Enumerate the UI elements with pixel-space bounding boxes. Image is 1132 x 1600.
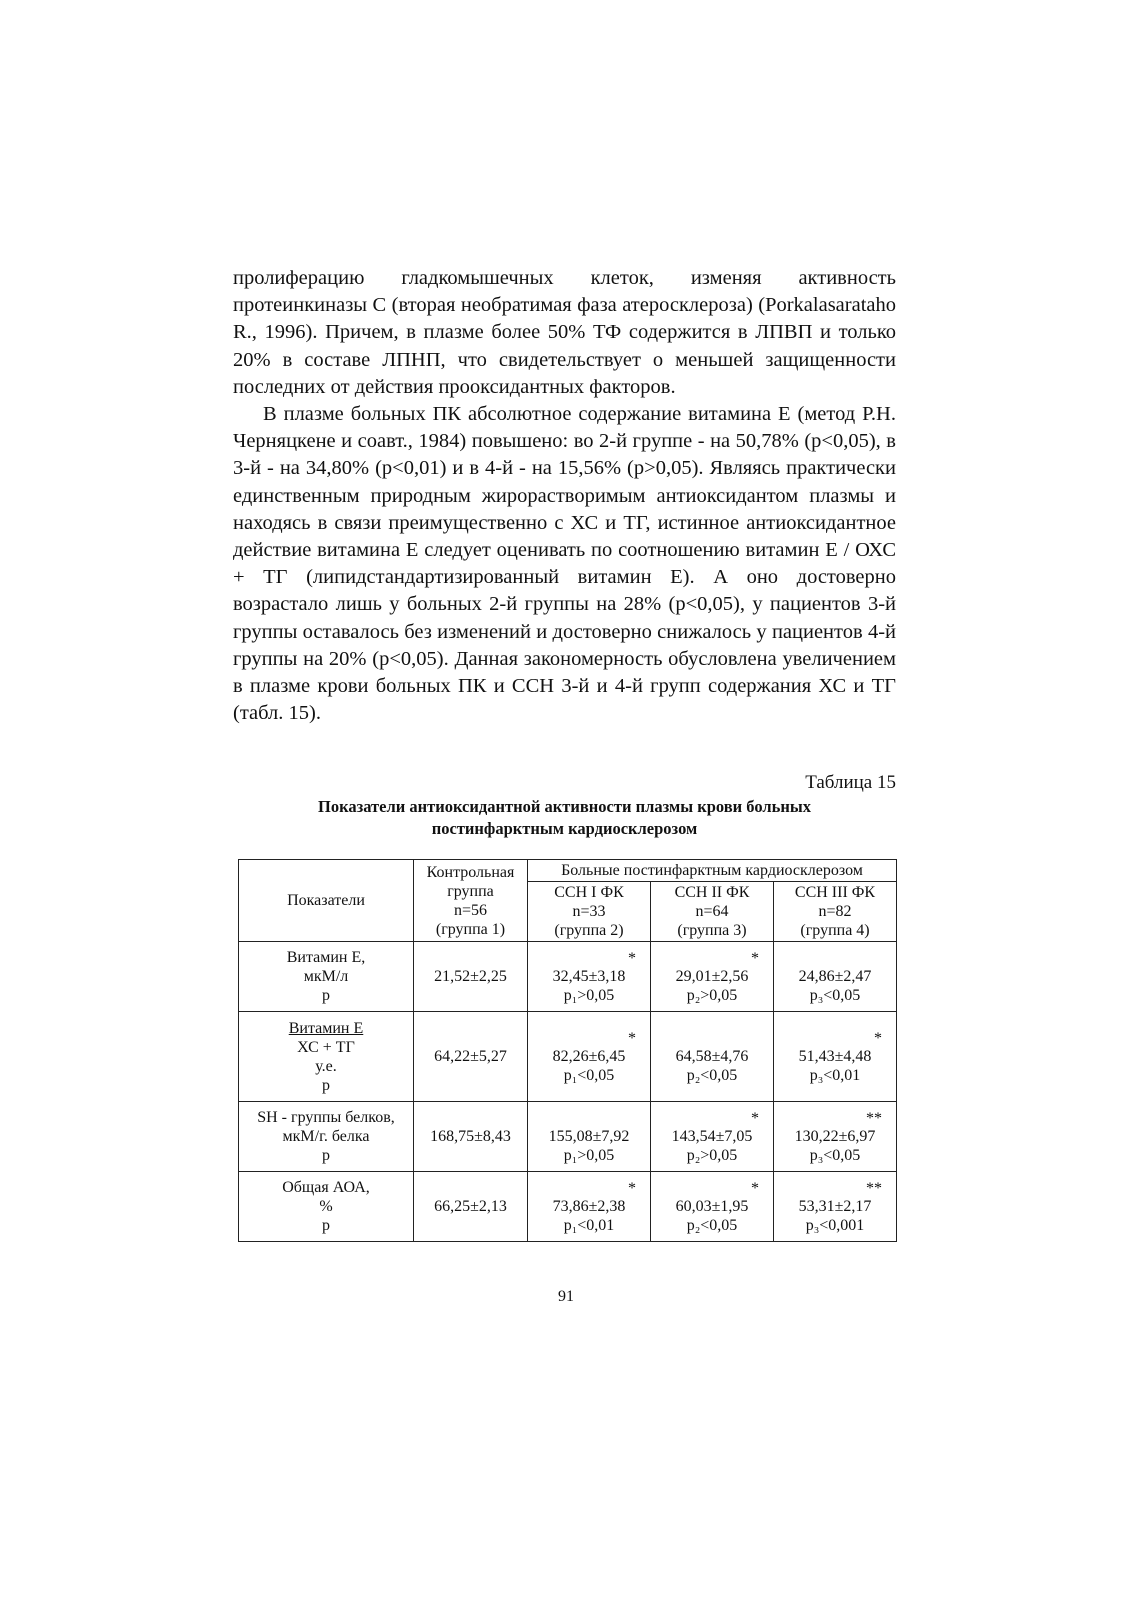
row-control-value: 66,25±2,13 — [414, 1172, 528, 1242]
row-control-value: 168,75±8,43 — [414, 1102, 528, 1172]
header-control-group: Контрольная группа n=56 (группа 1) — [414, 860, 528, 942]
table-row — [239, 1172, 897, 1242]
row-cell: * 51,43±4,48 p₃<0,01 — [774, 1012, 897, 1102]
row-cell: * 82,26±6,45 p₁<0,05 — [528, 1012, 651, 1102]
table-row — [239, 942, 897, 1012]
table-title — [233, 796, 896, 840]
table-header-row-1 — [239, 860, 897, 882]
page-number: 91 — [558, 1288, 574, 1305]
row-indicator: Витамин Е, мкМ/л р — [239, 942, 414, 1012]
row-cell: ** 53,31±2,17 p₃<0,001 — [774, 1172, 897, 1242]
row-cell: ** 130,22±6,97 p₃<0,05 — [774, 1102, 897, 1172]
row-indicator: Витамин Е ХС + ТГ у.е. р — [239, 1012, 414, 1102]
table-row — [239, 1012, 897, 1102]
row-control-value: 64,22±5,27 — [414, 1012, 528, 1102]
data-table — [238, 859, 897, 1242]
row-cell: * 29,01±2,56 p₂>0,05 — [651, 942, 774, 1012]
header-group-3: ССН II ФК n=64 (группа 3) — [651, 882, 774, 942]
row-cell: * 32,45±3,18 p₁>0,05 — [528, 942, 651, 1012]
table-title-line-1: Показатели антиоксидантной активности плазмы крови больных — [317, 797, 811, 816]
paragraph-2: В плазме больных ПК абсолютное содержание витамина Е (метод Р.Н. Черняцкене и соавт., 1984) повышено: во 2-й группе - на 50,78% (р<0,05), в 3-й - на 34,80% (р<0,01) и в 4-й - на 15,56% (р>0,05). Являясь практически единственным природным жирорастворимым антиоксидантом плазмы и находясь в связи преимущественно с ХС и ТГ, истинное антиоксидантное действие витамина Е следует оценивать по соотношению витамин Е / ОХС + ТГ (липидстандартизированный витамин Е). А оно достоверно возрастало лишь у больных 2-й группы на 28% (р<0,05), у пациентов 3-й группы оставалось без изменений и достоверно снижалось у пациентов 4-й группы на 20% (р<0,05). Данная закономерность обусловлена увеличением в плазме крови больных ПК и ССН 3-й и 4-й групп содержания ХС и ТГ (табл. 15). — [233, 403, 896, 725]
row-indicator: SH - группы белков, мкМ/г. белка р — [239, 1102, 414, 1172]
header-indicators: Показатели — [239, 860, 414, 942]
row-indicator: Общая АОА, % р — [239, 1172, 414, 1242]
table-label: Таблица 15 — [805, 772, 896, 793]
row-control-value: 21,52±2,25 — [414, 942, 528, 1012]
row-cell: * 60,03±1,95 p₂<0,05 — [651, 1172, 774, 1242]
row-cell: 24,86±2,47 p₃<0,05 — [774, 942, 897, 1012]
row-cell: * 143,54±7,05 p₂>0,05 — [651, 1102, 774, 1172]
header-group-2: ССН I ФК n=33 (группа 2) — [528, 882, 651, 942]
row-cell: * 73,86±2,38 p₁<0,01 — [528, 1172, 651, 1242]
row-cell: 64,58±4,76 p₂<0,05 — [651, 1012, 774, 1102]
table-title-line-2: постинфарктным кардиосклерозом — [431, 819, 698, 838]
body-text — [233, 265, 896, 727]
header-patients: Больные постинфарктным кардиосклерозом — [528, 860, 897, 882]
row-cell: 155,08±7,92 p₁>0,05 — [528, 1102, 651, 1172]
header-group-4: ССН III ФК n=82 (группа 4) — [774, 882, 897, 942]
paragraph-1: пролиферацию гладкомышечных клеток, изменяя активность протеинкиназы С (вторая необратимая фаза атеросклероза) (Porkalasarataho R., 1996). Причем, в плазме более 50% ТФ содержится в ЛПВП и только 20% в составе ЛПНП, что свидетельствует о меньшей защищенности последних от действия прооксидантных факторов. — [233, 267, 896, 398]
table-row — [239, 1102, 897, 1172]
